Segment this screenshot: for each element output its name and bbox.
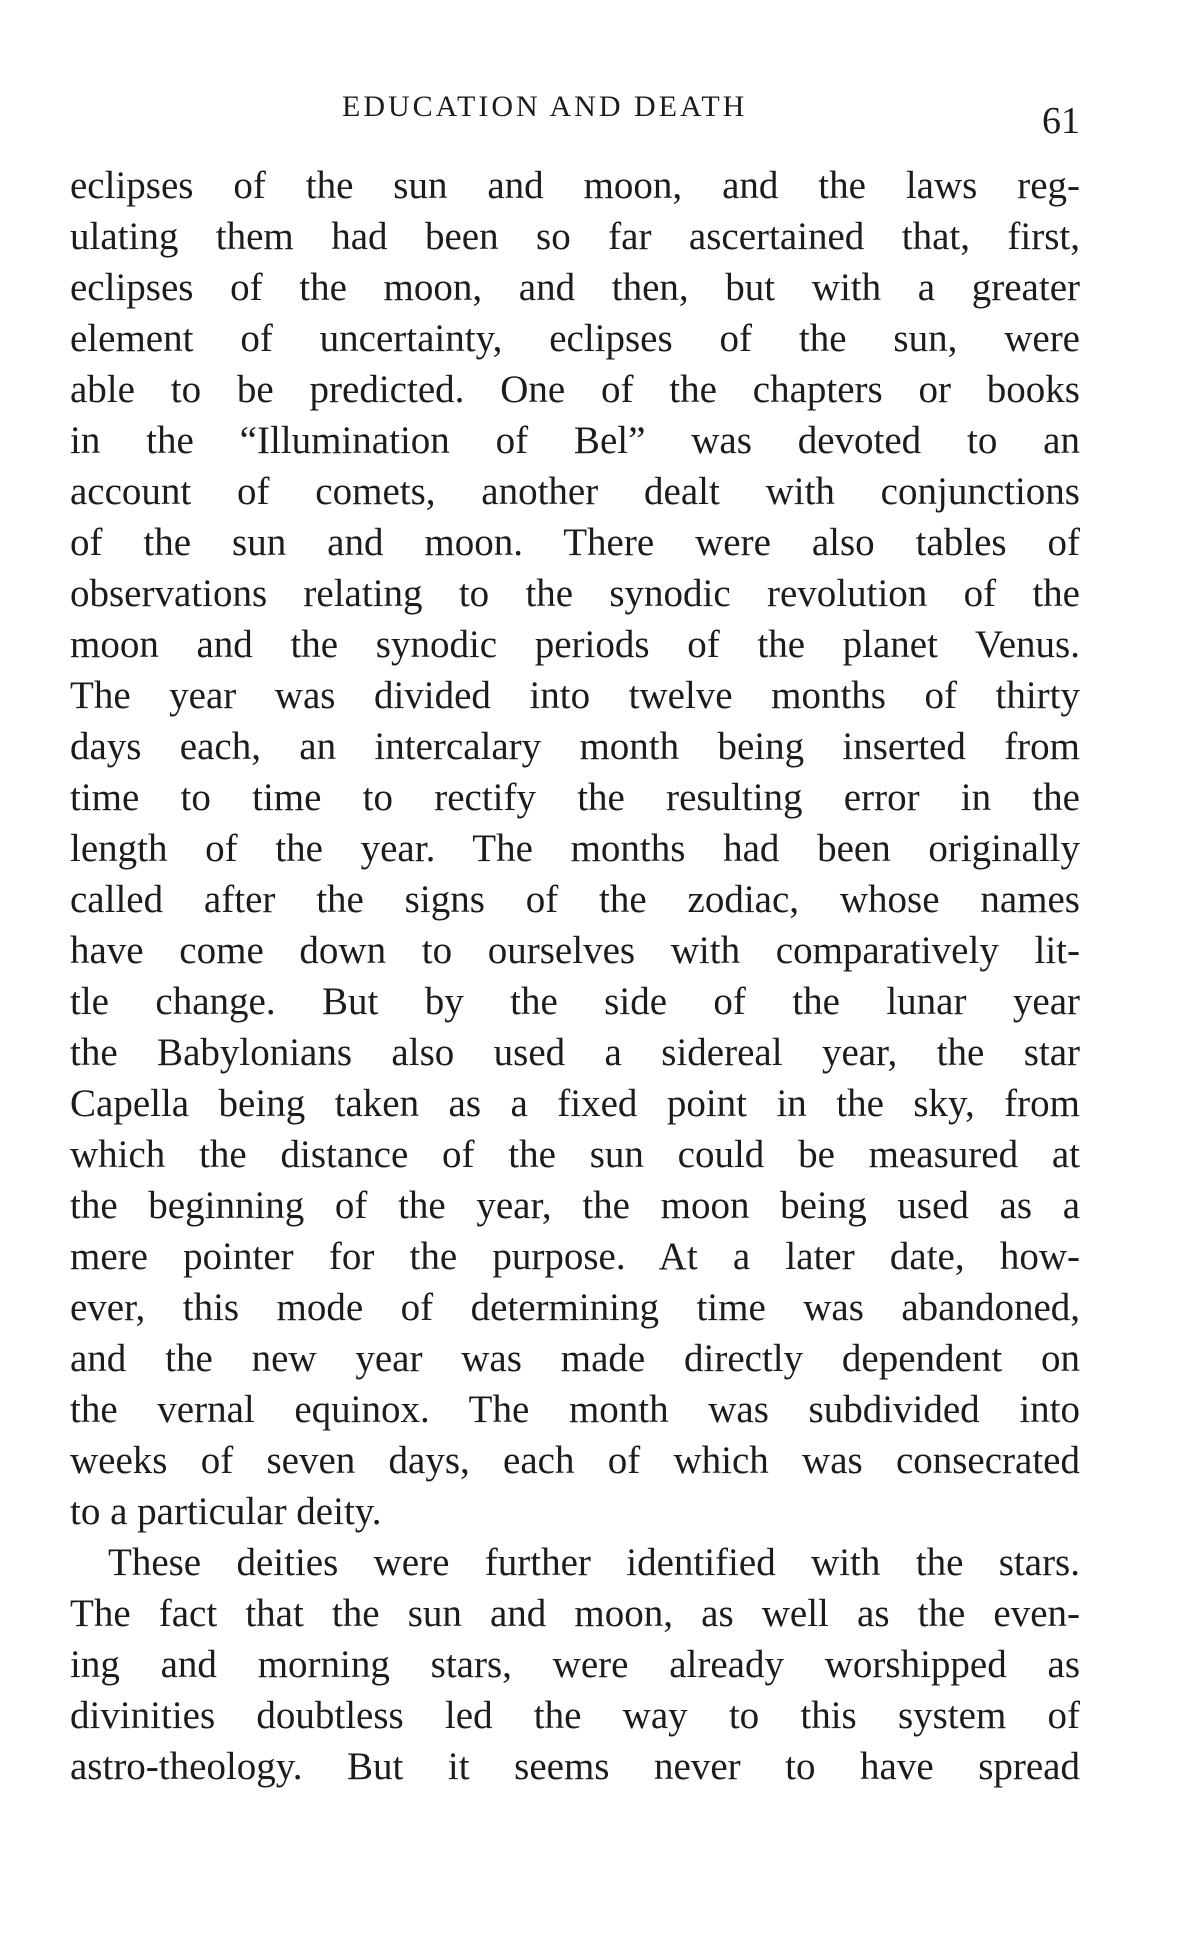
text-line: tle change. But by the side of the lunar year bbox=[70, 980, 1080, 1023]
text-line: element of uncertainty, eclipses of the sun, were bbox=[70, 317, 1080, 360]
text-line: ever, this mode of determining time was abandoned, bbox=[70, 1286, 1080, 1329]
text-line: The fact that the sun and moon, as well as the even- bbox=[70, 1592, 1080, 1635]
text-line: mere pointer for the purpose. At a later date, how- bbox=[70, 1235, 1080, 1278]
text-line: divinities doubtless led the way to this system of bbox=[70, 1694, 1080, 1737]
text-line: observations relating to the synodic revolution of the bbox=[70, 572, 1080, 615]
running-title: EDUCATION AND DEATH bbox=[342, 90, 748, 123]
text-line: of the sun and moon. There were also tables of bbox=[70, 521, 1080, 564]
text-line: astro-theology. But it seems never to have spread bbox=[70, 1745, 1080, 1788]
text-line: in the “Illumination of Bel” was devoted to an bbox=[70, 419, 1080, 462]
text-line: eclipses of the moon, and then, but with a greater bbox=[70, 266, 1080, 309]
text-line: and the new year was made directly dependent on bbox=[70, 1337, 1080, 1380]
text-line: moon and the synodic periods of the planet Venus. bbox=[70, 623, 1080, 666]
text-line: weeks of seven days, each of which was consecrated bbox=[70, 1439, 1080, 1482]
text-line: have come down to ourselves with comparatively lit- bbox=[70, 929, 1080, 972]
text-line: able to be predicted. One of the chapters or books bbox=[70, 368, 1080, 411]
text-line: days each, an intercalary month being inserted from bbox=[70, 725, 1080, 768]
paragraph-start-line: These deities were further identified with the stars. bbox=[108, 1541, 1080, 1584]
text-line: the beginning of the year, the moon being used as a bbox=[70, 1184, 1080, 1227]
text-line: the Babylonians also used a sidereal year, the star bbox=[70, 1031, 1080, 1074]
text-line: ulating them had been so far ascertained that, first, bbox=[70, 215, 1080, 258]
text-line: ing and morning stars, were already worshipped as bbox=[70, 1643, 1080, 1686]
text-line: Capella being taken as a fixed point in the sky, from bbox=[70, 1082, 1080, 1125]
text-line: The year was divided into twelve months of thirty bbox=[70, 674, 1080, 717]
text-line: time to time to rectify the resulting error in the bbox=[70, 776, 1080, 819]
running-head bbox=[70, 92, 1080, 142]
text-line: which the distance of the sun could be measured at bbox=[70, 1133, 1080, 1176]
body-text bbox=[70, 160, 1080, 1792]
text-line: account of comets, another dealt with conjunctions bbox=[70, 470, 1080, 513]
paragraph-end-line: to a particular deity. bbox=[70, 1490, 382, 1533]
text-line: the vernal equinox. The month was subdivided into bbox=[70, 1388, 1080, 1431]
text-line: called after the signs of the zodiac, whose names bbox=[70, 878, 1080, 921]
text-line: length of the year. The months had been originally bbox=[70, 827, 1080, 870]
text-line: eclipses of the sun and moon, and the laws reg- bbox=[70, 164, 1080, 207]
page-number: 61 bbox=[1042, 100, 1080, 142]
